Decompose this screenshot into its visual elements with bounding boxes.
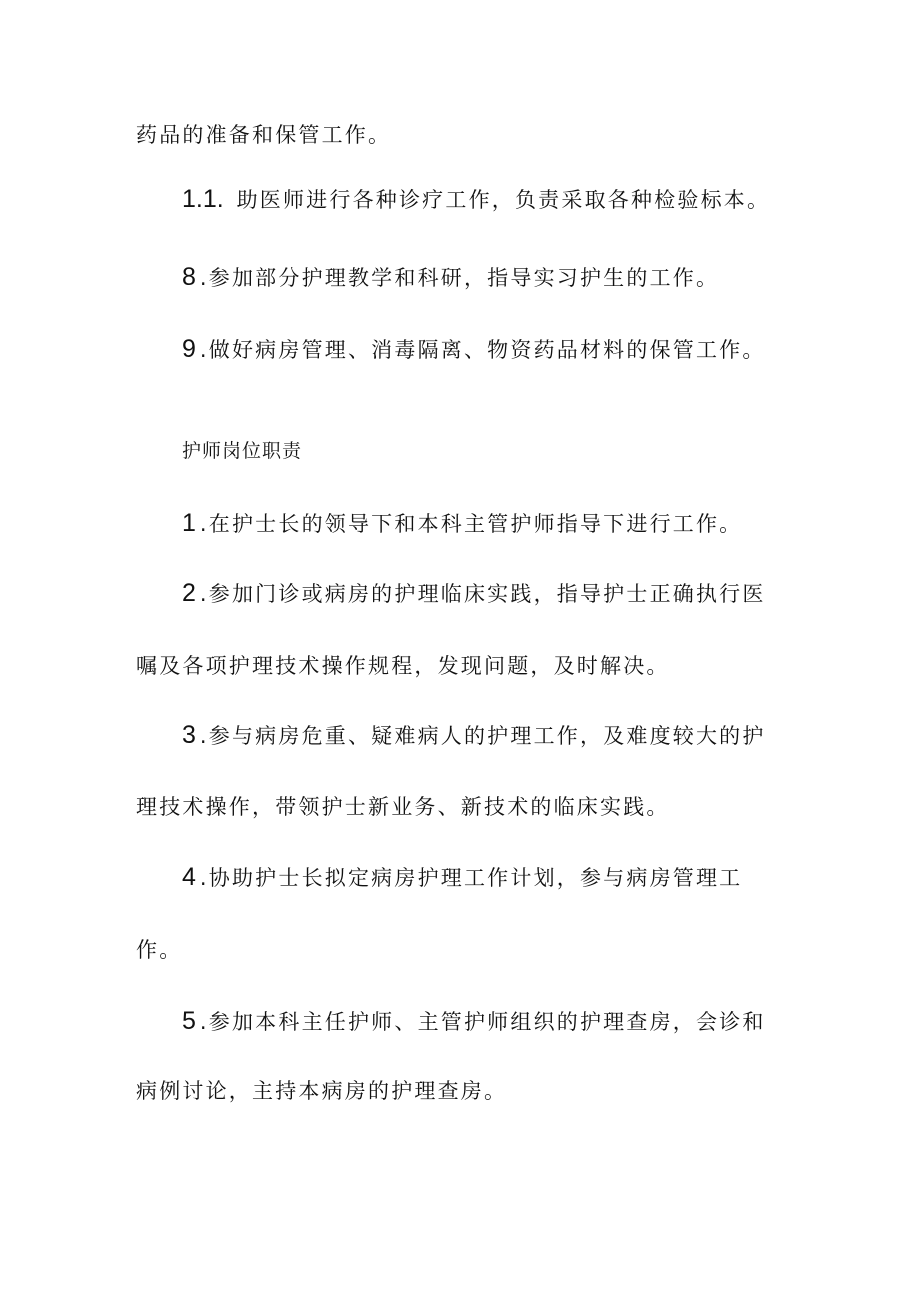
item-text: .协助护士长拟定病房护理工作计划，参与病房管理工 [199,866,743,890]
section-title: 护师岗位职责 [182,440,303,462]
paragraph-continuation [136,120,391,150]
item-number: 2 [182,579,196,607]
paragraph-number: 8 [182,263,196,291]
duty-item-4-continuation [136,935,182,965]
item-text: .参加本科主任护师、主管护师组织的护理查房，会诊和 [199,1010,766,1034]
duty-item-5 [182,1006,766,1037]
duty-item-2 [182,578,766,609]
duty-item-3 [182,720,766,751]
paragraph-item [182,184,770,215]
paragraph-text: 助医师进行各种诊疗工作，负责采取各种检验标本。 [227,188,771,212]
duty-item-5-continuation [136,1076,507,1106]
item-number: 4 [182,863,196,891]
paragraph-number: 9 [182,335,196,363]
paragraph-item [182,334,766,365]
item-number: 5 [182,1007,196,1035]
duty-item-1 [182,508,742,539]
paragraph-text: .做好病房管理、消毒隔离、物资药品材料的保管工作。 [199,338,766,362]
duty-item-2-continuation [136,651,670,681]
paragraph-item [182,262,719,293]
item-text: .参与病房危重、疑难病人的护理工作，及难度较大的护 [199,724,766,748]
item-number: 3 [182,721,196,749]
paragraph-text: 药品的准备和保管工作。 [136,123,392,147]
item-number: 1 [182,509,196,537]
item-text: .在护士长的领导下和本科主管护师指导下进行工作。 [199,512,743,536]
duty-item-3-continuation [136,792,670,822]
item-text: .参加门诊或病房的护理临床实践，指导护士正确执行医 [199,582,766,606]
item-text: 理技术操作，带领护士新业务、新技术的临床实践。 [136,795,670,819]
item-text: 病例讨论，主持本病房的护理查房。 [136,1079,508,1103]
paragraph-text: .参加部分护理教学和科研，指导实习护生的工作。 [199,266,720,290]
duty-item-4 [182,862,742,893]
paragraph-number: 1.1. [182,185,224,213]
item-text: 嘱及各项护理技术操作规程，发现问题，及时解决。 [136,654,670,678]
item-text: 作。 [136,938,183,962]
